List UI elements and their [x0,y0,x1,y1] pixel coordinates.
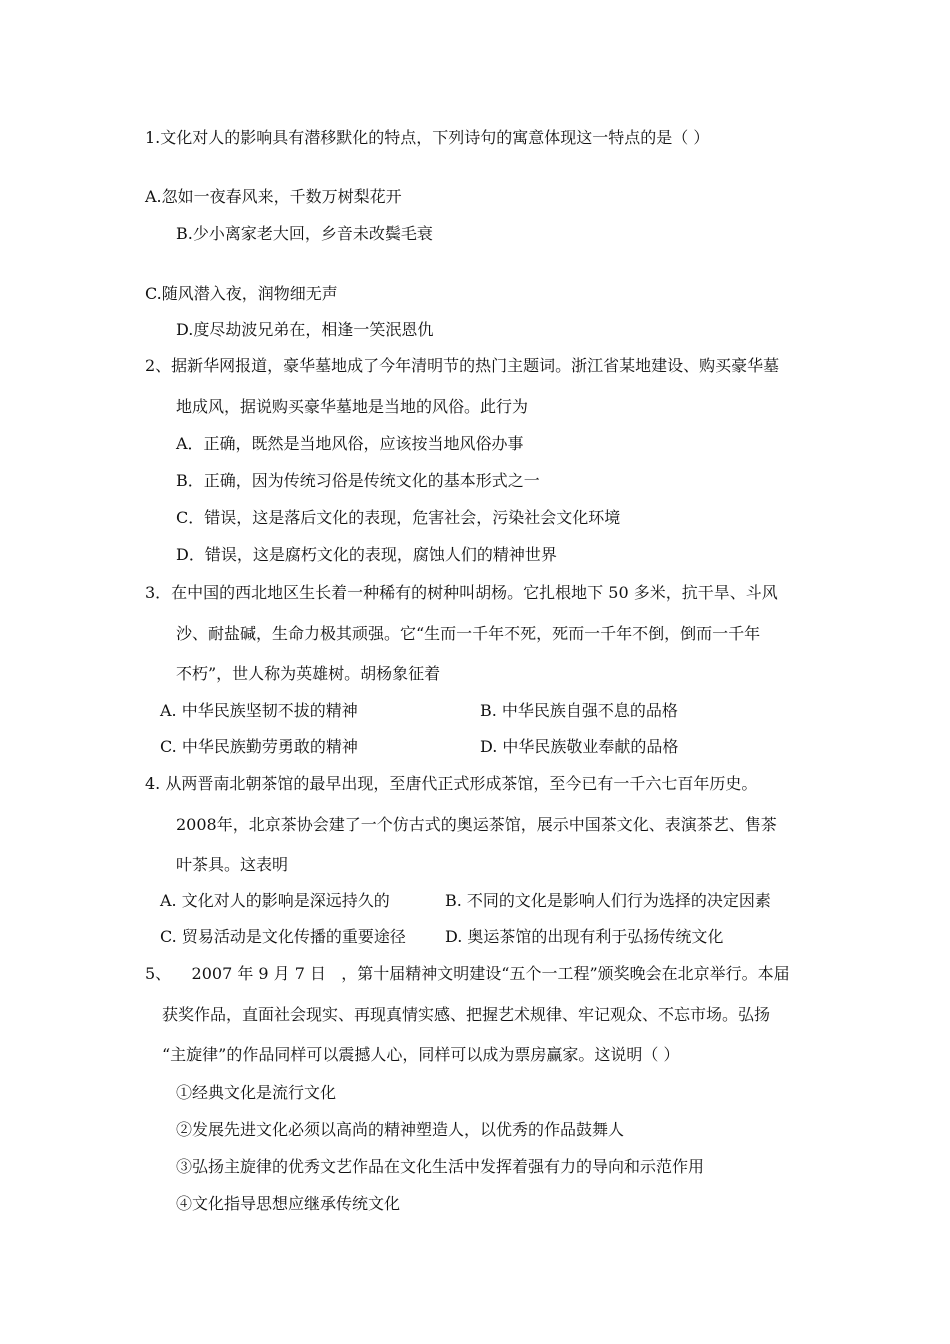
question-5-stem-line-2: 获奖作品，直面社会现实、再现真情实感、把握艺术规律、牢记观众、不忘市场。弘扬 [162,1005,771,1024]
question-3-option-d: D. 中华民族敬业奉献的品格 [480,737,679,756]
question-1-option-d: D.度尽劫波兄弟在，相逢一笑泯恩仇 [176,320,434,339]
question-4-option-b: B. 不同的文化是影响人们行为选择的决定因素 [445,891,771,910]
question-5-option-2: ②发展先进文化必须以高尚的精神塑造人，以优秀的作品鼓舞人 [176,1120,625,1139]
question-5-option-3: ③弘扬主旋律的优秀文艺作品在文化生活中发挥着强有力的导向和示范作用 [176,1157,705,1176]
question-4-stem-line-3: 叶茶具。这表明 [176,855,289,874]
question-2-option-c: C．错误，这是落后文化的表现，危害社会，污染社会文化环境 [176,508,621,527]
question-4-option-d: D. 奥运茶馆的出现有利于弘扬传统文化 [445,927,724,946]
question-4-stem-line-2: 2008年，北京茶协会建了一个仿古式的奥运茶馆，展示中国茶文化、表演茶艺、售茶 [176,815,777,834]
question-2-stem-line-1: 2、据新华网报道，豪华墓地成了今年清明节的热门主题词。浙江省某地建设、购买豪华墓 [145,356,780,375]
question-3-option-b: B. 中华民族自强不息的品格 [480,701,678,720]
question-4-stem-line-1: 4. 从两晋南北朝茶馆的最早出现，至唐代正式形成茶馆，至今已有一千六七百年历史。 [145,774,758,793]
question-4-option-c: C. 贸易活动是文化传播的重要途径 [160,927,406,946]
question-3-option-c: C. 中华民族勤劳勇敢的精神 [160,737,358,756]
question-2-option-b: B．正确，因为传统习俗是传统文化的基本形式之一 [176,471,540,490]
question-5-option-1: ①经典文化是流行文化 [176,1083,337,1102]
question-4-option-a: A. 文化对人的影响是深远持久的 [160,891,390,910]
question-2-option-d: D．错误，这是腐朽文化的表现，腐蚀人们的精神世界 [176,545,557,564]
question-1-option-c: C.随风潜入夜，润物细无声 [145,284,338,303]
question-5-option-4: ④文化指导思想应继承传统文化 [176,1194,401,1213]
question-2-option-a: A．正确，既然是当地风俗，应该按当地风俗办事 [176,434,524,453]
question-3-stem-line-3: 不朽”，世人称为英雄树。胡杨象征着 [176,664,441,683]
question-5-stem-line-3: “主旋律”的作品同样可以震撼人心，同样可以成为票房赢家。这说明（ ） [162,1045,680,1064]
question-3-stem-line-2: 沙、耐盐碱，生命力极其顽强。它“生而一千年不死，死而一千年不倒，倒而一千年 [176,624,761,643]
question-3-option-a: A. 中华民族坚韧不拔的精神 [160,701,358,720]
question-1-stem: 1.文化对人的影响具有潜移默化的特点，下列诗句的寓意体现这一特点的是（ ） [145,128,710,147]
question-1-option-a: A.忽如一夜春风来，千数万树梨花开 [145,187,402,206]
question-1-option-b: B.少小离家老大回，乡音未改鬓毛衰 [176,224,433,243]
question-3-stem-line-1: 3．在中国的西北地区生长着一种稀有的树种叫胡杨。它扎根地下 50 多米，抗干旱、斗风 [145,583,778,602]
question-5-stem-line-1: 5、 2007 年 9 月 7 日 ，第十届精神文明建设“五个一工程”颁奖晚会在北京举行。本届 [145,964,790,983]
question-2-stem-line-2: 地成风，据说购买豪华墓地是当地的风俗。此行为 [176,397,529,416]
